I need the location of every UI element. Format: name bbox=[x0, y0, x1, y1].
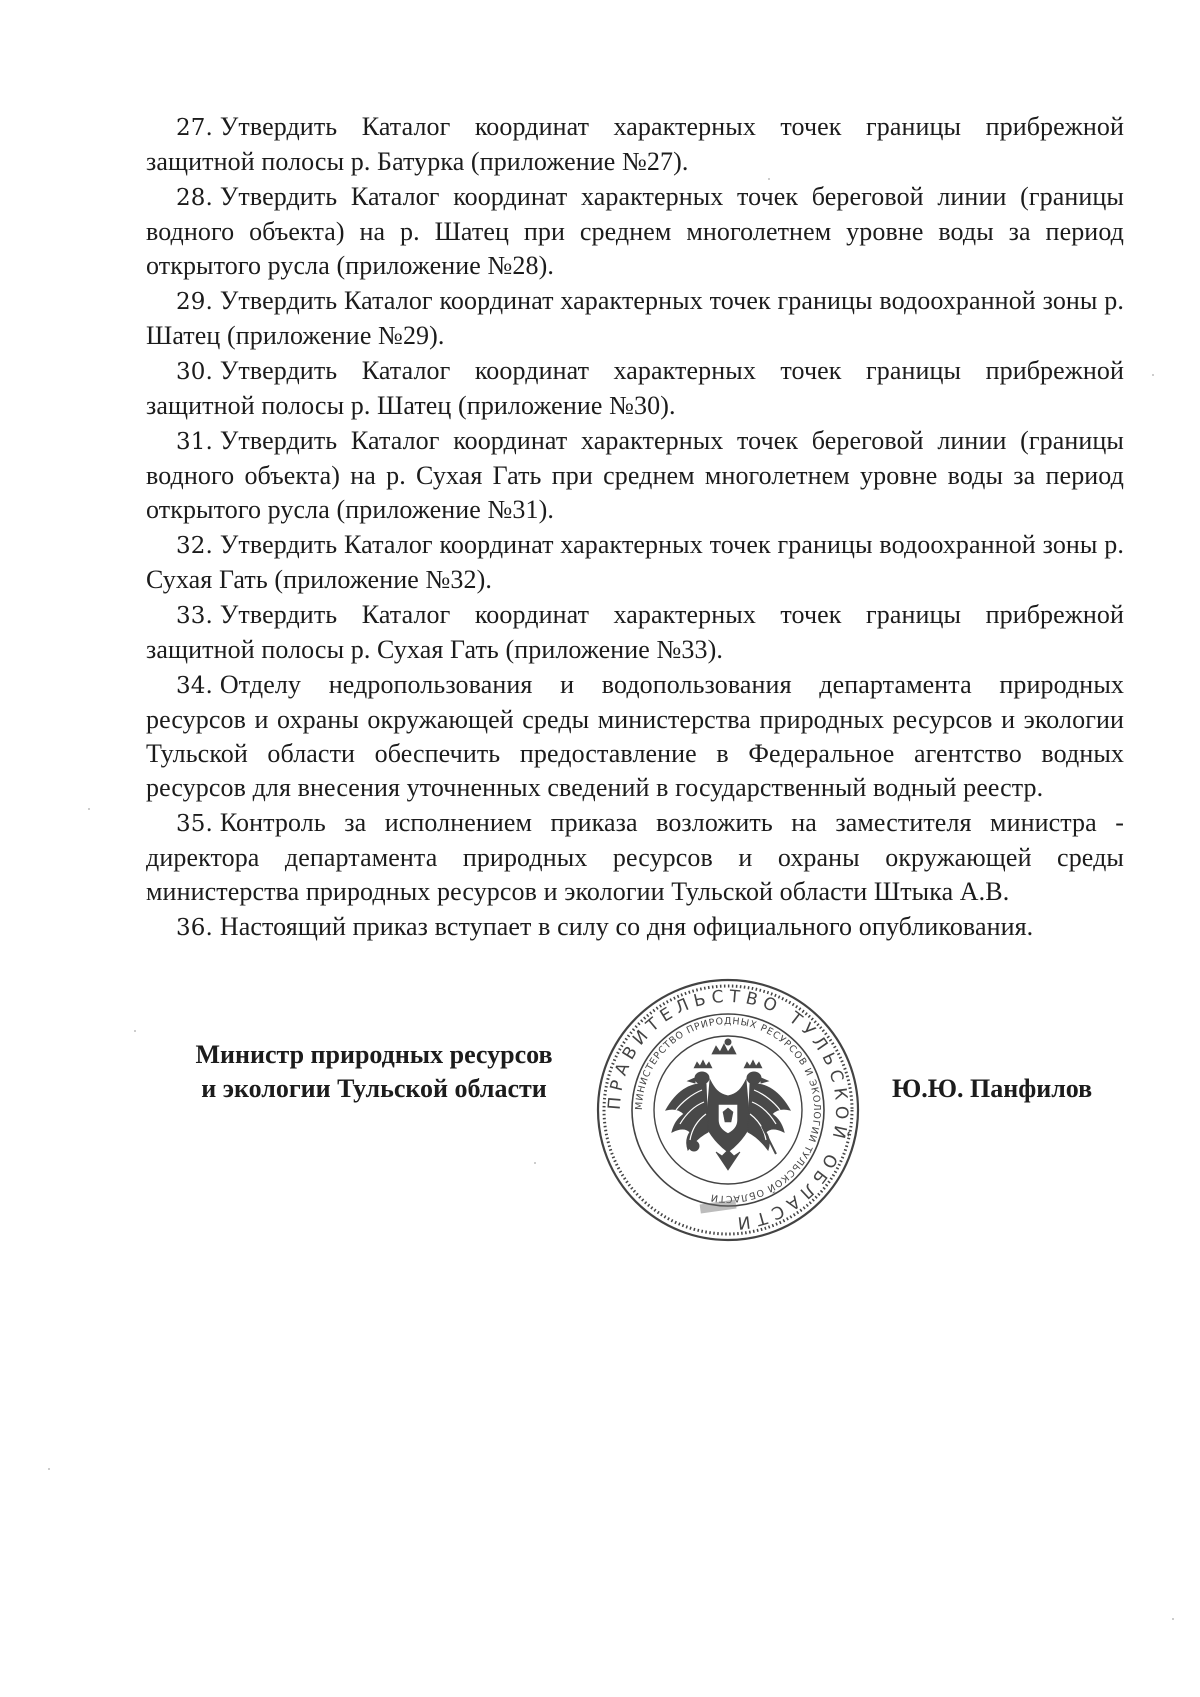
signatory-title-line: и экологии Тульской области bbox=[201, 1074, 547, 1103]
seal-outer-text: ПРАВИТЕЛЬСТВО ТУЛЬСКОЙ ОБЛАСТИ bbox=[604, 986, 852, 1234]
scan-speck bbox=[88, 808, 90, 810]
paragraph-text: Утвердить Каталог координат характерных точек границы прибрежной защитной полосы р. Шатец (приложение №30). bbox=[146, 356, 1124, 420]
paragraph-text: Настоящий приказ вступает в силу со дня официального опубликования. bbox=[219, 912, 1034, 941]
paragraph-number: 34. bbox=[176, 673, 213, 699]
eagle-emblem-icon bbox=[666, 1039, 790, 1170]
official-seal bbox=[594, 976, 862, 1244]
scan-speck bbox=[1152, 374, 1154, 376]
scan-speck bbox=[534, 1162, 536, 1164]
paragraph-number: 28. bbox=[176, 185, 213, 211]
paragraph-number: 35. bbox=[176, 811, 213, 837]
paragraph-text: Утвердить Каталог координат характерных точек границы прибрежной защитной полосы р. Батурка (приложение №27). bbox=[146, 112, 1124, 176]
scan-speck bbox=[1172, 1618, 1174, 1620]
paragraph-number: 36. bbox=[176, 915, 213, 941]
scan-speck bbox=[768, 178, 770, 180]
paragraph-number: 30. bbox=[176, 359, 213, 385]
paragraph-number: 31. bbox=[176, 429, 213, 455]
seal-inner-text: МИНИСТЕРСТВО ПРИРОДНЫХ РЕСУРСОВ И ЭКОЛОГИИ ТУЛЬСКОЙ ОБЛАСТИ bbox=[633, 1015, 823, 1205]
signatory-title-line: Министр природных ресурсов bbox=[195, 1040, 553, 1069]
signatory-title bbox=[164, 1038, 584, 1106]
paragraph-number: 33. bbox=[176, 603, 213, 629]
paragraph-text: Утвердить Каталог координат характерных точек границы водоохранной зоны р. Шатец (приложение №29). bbox=[146, 286, 1124, 350]
paragraph-text: Отделу недропользования и водопользования департамента природных ресурсов и охраны окружающей среды министерства природных ресурсов и экологии Тульской области обеспечить предоставление в Федеральное агентство водных ресурсов для внесения уточненных сведений в государственный водный реестр. bbox=[146, 670, 1124, 802]
paragraph-text: Контроль за исполнением приказа возложить на заместителя министра - директора департамента природных ресурсов и охраны окружающей среды министерства природных ресурсов и экологии Тульской области Штыка А.В. bbox=[146, 808, 1124, 906]
paragraph-text: Утвердить Каталог координат характерных точек границы прибрежной защитной полосы р. Сухая Гать (приложение №33). bbox=[146, 600, 1124, 664]
paragraph-text: Утвердить Каталог координат характерных точек границы водоохранной зоны р. Сухая Гать (приложение №32). bbox=[146, 530, 1124, 594]
paragraph-number: 32. bbox=[176, 533, 213, 559]
signatory-name: Ю.Ю. Панфилов bbox=[892, 1074, 1093, 1103]
paragraph-text: Утвердить Каталог координат характерных точек береговой линии (границы водного объекта) на р. Шатец при среднем многолетнем уровне воды за период открытого русла (приложение №28). bbox=[146, 182, 1124, 280]
paragraph-number: 27. bbox=[176, 115, 213, 141]
paragraph-number: 29. bbox=[176, 289, 213, 315]
paragraph-text: Утвердить Каталог координат характерных точек береговой линии (границы водного объекта) на р. Сухая Гать при среднем многолетнем уровне воды за период открытого русла (приложение №31). bbox=[146, 426, 1124, 524]
scan-speck bbox=[134, 1030, 136, 1032]
scan-speck bbox=[48, 1468, 50, 1470]
